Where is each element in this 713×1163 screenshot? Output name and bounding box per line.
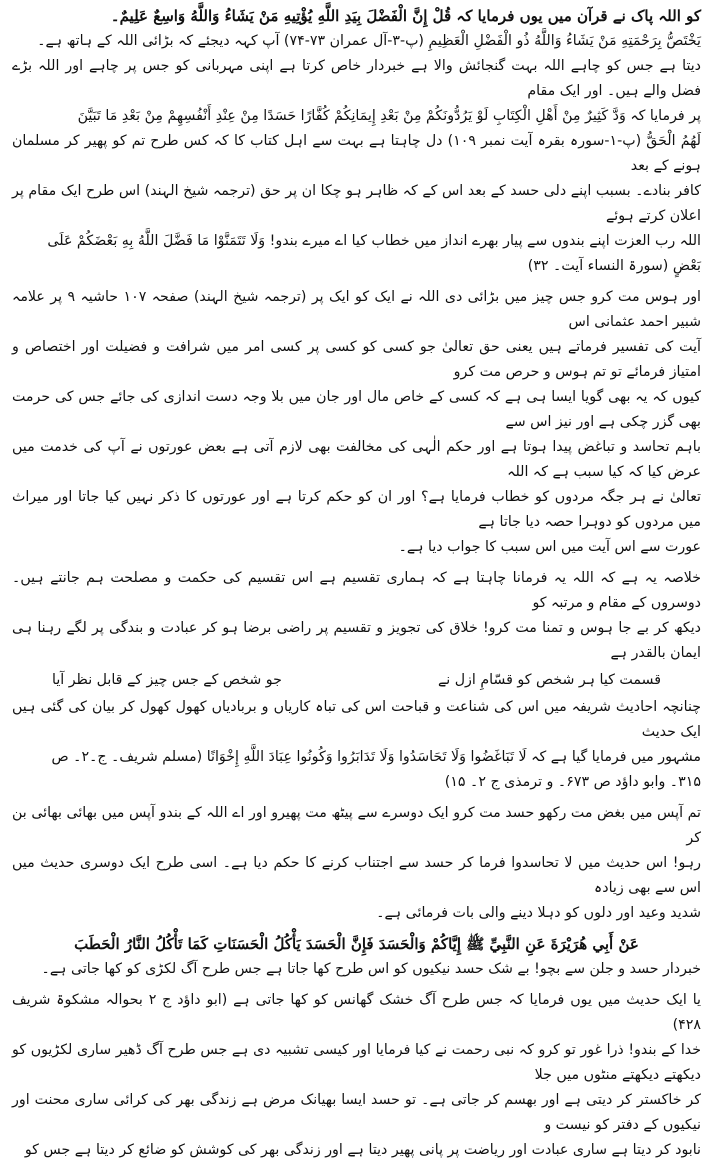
text-line: نابود کر دیتا ہے ساری عبادت اور ریاضت پر پانی پھیر دیتا ہے اور زندگی بھر کی کوشش کو ضائع کر دیتا ہے جس کو: [24, 1142, 701, 1158]
text-line: رہو! اس حدیث میں لا تحاسدوا فرما کر حسد سے اجتناب کرنے کا حکم دیا ہے۔ اسی طرح ایک دوسری حدیث میں اس سے بھی زیادہ: [12, 855, 701, 896]
text-line: چنانچہ احادیث شریفہ میں اس کی شناعت و قباحت اس کی تباہ کاریاں و بربادیاں کھول کھول کر بیان کی گئی ہیں ایک حدیث: [12, 699, 701, 740]
text-line: بَعْضٍ (سورۃ النساء آیت۔ ۳۲): [527, 258, 701, 274]
text-line: خلاصہ یہ ہے کہ اللہ یہ فرمانا چاہتا ہے کہ ہماری تقسیم ہے اس تقسیم کی حکمت و مصلحت ہم جانتے ہیں۔ دوسروں کے مقام و مرتبہ کو: [12, 570, 701, 611]
text-line: ۳۱۵۔ وابو داؤد ص ۶۷۳۔ و ترمذی ج ۲۔ ۱۵): [444, 774, 701, 790]
text-line: مشہور میں فرمایا گیا ہے کہ لَا تَبَاغَضُوا وَلَا تَحَاسَدُوا وَلَا تَدَابَرُوا وَكُونُوا عِبَادَ اللَّهِ إِخْوَانًا (مسلم شریف۔ ج۔۲۔ ص: [51, 749, 701, 765]
text-line: کافر بنادے۔ بسبب اپنے دلی حسد کے بعد اس کے کہ ظاہر ہو چکا ان پر حق (ترجمہ شیخ الہند) اس طرح ایک مقام پر اعلان کرتے ہوئے: [12, 183, 701, 224]
text-line: خبردار حسد و جلن سے بچو! بے شک حسد نیکیوں کو اس طرح کھا جاتا ہے جس طرح آگ لکڑی کو کھا جاتی ہے۔: [41, 961, 701, 977]
verse-first-half: قسمت کیا ہر شخص کو قسّامِ ازل نے: [437, 672, 661, 688]
paragraph-hadith-translation: [12, 801, 701, 926]
text-line: يَخْتَصُّ بِرَحْمَتِهِ مَنْ يَشَاءُ وَاللَّهُ ذُو الْفَضْلِ الْعَظِيمِ (پ-۳-آل عمران ۷۳-۷۴) آپ کہہ دیجئے کہ بڑائی اللہ کے ہاتھ ہے۔: [37, 33, 701, 49]
paragraph-khulasa: [12, 566, 701, 666]
text-line: لَهُمُ الْحَقُّ (پ-۱-سورہ بقرہ آیت نمبر ۱۰۹) دل چاہتا ہے بہت سے اہل کتاب کا کہ کس طرح تم کو پھیر کر مسلمان ہونے کے بعد: [12, 133, 701, 174]
text-line: اور ہوس مت کرو جس چیز میں بڑائی دی اللہ نے ایک کو ایک پر (ترجمہ شیخ الہند) صفحہ ۱۰۷ حاشیہ ۹ پر علامہ شبیر احمد عثمانی اس: [12, 289, 701, 330]
paragraph-conclusion: [12, 988, 701, 1163]
text-line: پر فرمایا کہ وَدَّ كَثِيرٌ مِنْ أَهْلِ الْكِتَابِ لَوْ يَرُدُّونَكُمْ مِنْ بَعْدِ إِيمَانِكُمْ كُفَّارًا حَسَدًا مِنْ عِنْدِ أَنْفُسِهِمْ مِنْ بَعْدِ مَا تَبَيَّنَ: [77, 108, 701, 124]
paragraph-hadith-intro: [12, 695, 701, 795]
text-line: شدید وعید اور دلوں کو دہلا دینے والی بات فرمائی ہے۔: [376, 905, 701, 921]
text-line: آیت کی تفسیر فرماتے ہیں یعنی حق تعالیٰ جو کسی کو کسی پر کسی امر میں شرافت و فضیلت اور اختصاص و امتیاز فرمائے تو تم ہوس و حرص مت کرو: [12, 339, 701, 380]
text-line: کیوں کہ یہ بھی گویا ایسا ہی ہے کہ کسی کے خاص مال اور جان میں بلا وجہ دست اندازی کی جائے جس کی حرمت بھی گزر چکی ہے اور نیز اس سے: [12, 389, 701, 430]
paragraph-quran-fazl: [12, 4, 701, 279]
text-line: تعالیٰ نے ہر جگہ مردوں کو خطاب فرمایا ہے؟ اور ان کو حکم کرتا ہے اور عورتوں کا ذکر نہیں کیا جاتا اور میراث میں مردوں کو دوہرا حصہ دیا جاتا ہے: [12, 489, 701, 530]
poetry-verse: [12, 668, 701, 693]
hadith-arabic: عَنْ أَبِي هُرَيْرَةَ عَنِ النَّبِيِّ ﷺ إِيَّاكُمْ وَالْحَسَدَ فَإِنَّ الْحَسَدَ يَأْكُلُ الْحَسَنَاتِ كَمَا تَأْكُلُ النَّارُ الْحَطَبَ: [74, 935, 639, 953]
text-line: دیکھ کر بے جا ہوس و تمنا مت کرو! خلاق کی تجویز و تقسیم پر راضی برضا ہو کر عبادت و بندگی پر لگے رہنا ہی ایمان بالقدر ہے: [12, 620, 701, 661]
verse-second-half: جو شخص کے جس چیز کے قابل نظر آیا: [52, 672, 282, 688]
text-line: اللہ رب العزت اپنے بندوں سے پیار بھرے انداز میں خطاب کیا اے میرے بندو! وَلَا تَتَمَنَّوْا مَا فَضَّلَ اللَّهُ بِهِ بَعْضَكُمْ عَلَى: [47, 233, 701, 249]
text-line: یا ایک حدیث میں یوں فرمایا کہ جس طرح آگ خشک گھانس کو کھا جاتی ہے (ابو داؤد ج ۲ بحوالہ مشکوۃ شریف ۴۲۸): [12, 992, 701, 1033]
paragraph-tafseer: [12, 285, 701, 560]
text-line: دیتا ہے جس کو چاہے اللہ بہت گنجائش والا ہے خبردار خاص کرتا ہے اپنی مہربانی کو جس پر چاہے اور اللہ بڑے فضل والے ہیں۔ اور ایک مقام: [12, 58, 701, 99]
text-line: کر خاکستر کر دیتی ہے اور بھسم کر جاتی ہے۔ تو حسد ایسا بھیانک مرض ہے زندگی بھر کی کرائی ساری محنت اور نیکیوں کے دفتر کو نیست و: [12, 1092, 701, 1133]
text-line: کو اللہ پاک نے قرآن میں یوں فرمایا کہ قُلْ إِنَّ الْفَضْلَ بِيَدِ اللَّهِ يُؤْتِيهِ مَنْ يَشَاءُ وَاللَّهُ وَاسِعٌ عَلِيمٌ۔: [110, 7, 701, 25]
text-line: تم آپس میں بغض مت رکھو حسد مت کرو ایک دوسرے سے پیٹھ مت پھیرو اور اے اللہ کے بندو آپس میں بھائی بھائی بن کر: [12, 805, 701, 846]
text-line: باہم تحاسد و تباغض پیدا ہوتا ہے اور حکم الٰہی کی مخالفت بھی لازم آتی ہے بعض عورتوں نے آپ کی خدمت میں عرض کیا کہ کیا سبب ہے کہ اللہ: [12, 439, 701, 480]
text-line: خدا کے بندو! ذرا غور تو کرو کہ نبی رحمت نے کیا فرمایا اور کیسی تشبیہ دی ہے جس طرح آگ ڈھیر ساری لکڑیوں کو دیکھتے دیکھتے منٹوں میں جلا: [12, 1042, 701, 1083]
text-line: عورت سے اس آیت میں اس سبب کا جواب دیا ہے۔: [398, 539, 701, 555]
paragraph-hadith-meaning: [12, 957, 701, 982]
